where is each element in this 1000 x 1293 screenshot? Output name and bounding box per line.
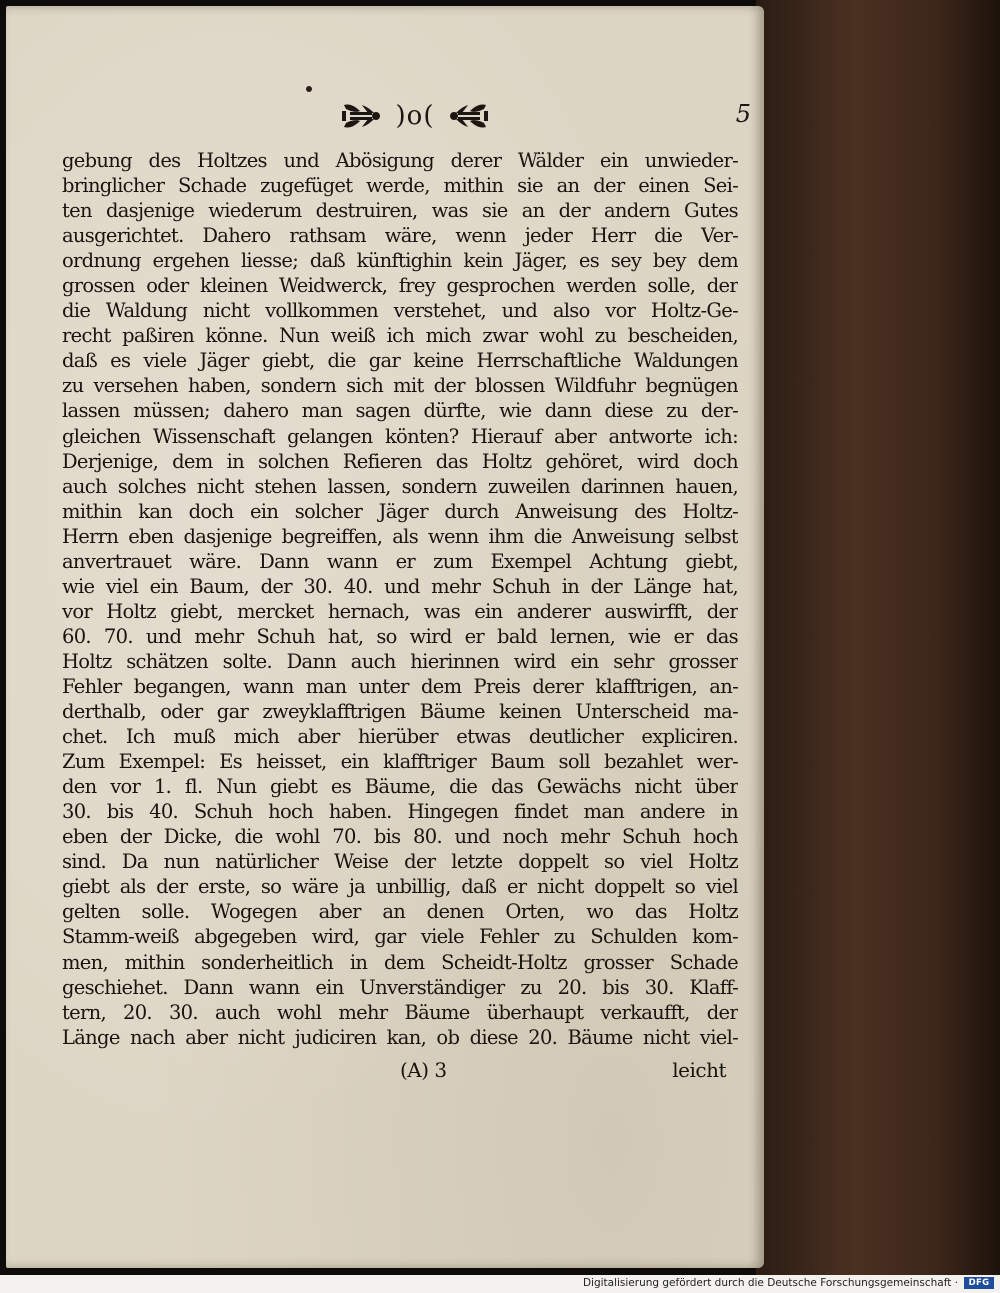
footer-bar — [0, 1275, 1000, 1293]
signature-mark: (A) 3 — [400, 1058, 447, 1082]
fleuron-left-icon — [338, 101, 382, 131]
text-line: lassen müssen; dahero man sagen dürfte, wie dann diese zu der- — [62, 399, 738, 423]
text-line: den vor 1. fl. Nun giebt es Bäume, die das Gewächs nicht über — [62, 775, 738, 799]
text-line: men, mithin sonderheitlich in dem Scheidt-Holtz grosser Schade — [62, 950, 738, 974]
header-ornament — [335, 98, 495, 134]
text-line: auch solches nicht stehen lassen, sondern zuweilen darinnen hauen, — [62, 474, 738, 498]
text-line: Zum Exempel: Es heisset, ein klafftriger Baum soll bezahlet wer- — [62, 750, 738, 774]
fleuron-right-icon — [448, 101, 492, 131]
text-line: Länge nach aber nicht judiciren kan, ob diese 20. Bäume nicht viel- — [62, 1025, 738, 1049]
catchword: leicht — [672, 1058, 726, 1082]
text-line: gleichen Wissenschaft gelangen könten? Hierauf aber antworte ich: — [62, 424, 738, 448]
body-text — [62, 148, 738, 1050]
text-line: Herrn eben dasjenige begreiffen, als wenn ihm die Anweisung selbst — [62, 524, 738, 548]
text-line: geschiehet. Dann wann ein Unverständiger zu 20. bis 30. Klaff- — [62, 975, 738, 999]
book-board-edge — [756, 0, 1000, 1275]
text-line: grossen oder kleinen Weidwerck, frey gesprochen werden solle, der — [62, 274, 738, 298]
text-line: gebung des Holtzes und Abösigung derer Wälder ein unwieder- — [62, 149, 738, 172]
text-line: vor Holtz giebt, mercket hernach, was ein anderer auswirfft, der — [62, 599, 738, 623]
text-line: chet. Ich muß mich aber hierüber etwas deutlicher expliciren. — [62, 725, 738, 749]
text-line: ausgerichtet. Dahero rathsam wäre, wenn jeder Herr die Ver- — [62, 224, 738, 248]
text-line: mithin kan doch ein solcher Jäger durch Anweisung des Holtz- — [62, 499, 738, 523]
text-line: 30. bis 40. Schuh hoch haben. Hingegen findet man andere in — [62, 800, 738, 824]
text-line: tern, 20. 30. auch wohl mehr Bäume überhaupt verkaufft, der — [62, 1000, 738, 1024]
text-line: derthalb, oder gar zweyklafftrigen Bäume keinen Unterscheid ma- — [62, 700, 738, 724]
text-line: Holtz schätzen solte. Dann auch hierinnen wird ein sehr grosser — [62, 649, 738, 673]
text-line: zu versehen haben, sondern sich mit der blossen Wildfuhr begnügen — [62, 374, 738, 398]
page-number: 5 — [735, 100, 751, 128]
text-line: bringlicher Schade zugefüget werde, mithin sie an der einen Sei- — [62, 174, 738, 198]
text-line: recht paßiren könne. Nun weiß ich mich zwar wohl zu bescheiden, — [62, 324, 738, 348]
text-line: ordnung ergehen liesse; daß künftighin kein Jäger, es sey bey dem — [62, 249, 738, 273]
text-line: Stamm-weiß abgegeben wird, gar viele Fehler zu Schulden kom- — [62, 925, 738, 949]
text-line: daß es viele Jäger giebt, die gar keine Herrschaftliche Waldungen — [62, 349, 738, 373]
ink-dot — [306, 86, 312, 92]
ornament-center-text: )o( — [395, 101, 435, 131]
text-line: 60. 70. und mehr Schuh hat, so wird er bald lernen, wie er das — [62, 624, 738, 648]
text-line: wie viel ein Baum, der 30. 40. und mehr Schuh in der Länge hat, — [62, 574, 738, 598]
text-line: giebt als der erste, so wäre ja unbillig, daß er nicht doppelt so viel — [62, 875, 738, 899]
funding-credit: Digitalisierung gefördert durch die Deutsche Forschungsgemeinschaft · — [582, 1277, 958, 1289]
text-line: anvertrauet wäre. Dann wann er zum Exempel Achtung giebt, — [62, 549, 738, 573]
dfg-logo-icon: DFG — [964, 1277, 994, 1289]
text-line: ten dasjenige wiederum destruiren, was sie an der andern Gutes — [62, 199, 738, 223]
text-line: Derjenige, dem in solchen Refieren das Holtz gehöret, wird doch — [62, 449, 738, 473]
text-line: eben der Dicke, die wohl 70. bis 80. und noch mehr Schuh hoch — [62, 825, 738, 849]
text-line: die Waldung nicht vollkommen verstehet, und also vor Holtz-Ge- — [62, 299, 738, 323]
text-line: Fehler begangen, wann man unter dem Preis derer klafftrigen, an- — [62, 674, 738, 698]
text-line: gelten solle. Wogegen aber an denen Orten, wo das Holtz — [62, 900, 738, 924]
text-line: sind. Da nun natürlicher Weise der letzte doppelt so viel Holtz — [62, 850, 738, 874]
